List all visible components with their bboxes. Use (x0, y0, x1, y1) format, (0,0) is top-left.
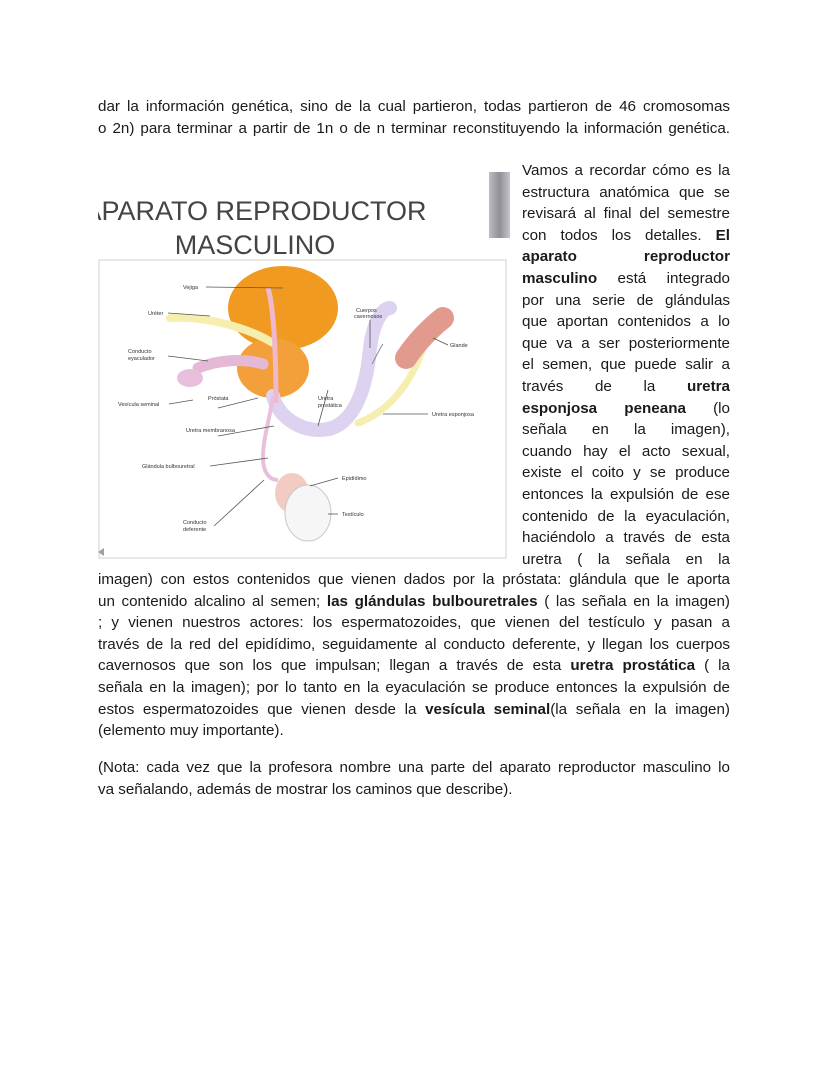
cont-line (98, 655, 730, 677)
note-line: va señalando, además de mostrar los caminos que describe). (98, 780, 513, 798)
side-line: existe el coito y se produce (522, 464, 730, 482)
side-line: revisará al final del semestre (522, 205, 730, 223)
cont-line (98, 699, 730, 721)
side-bold: aparato (522, 248, 577, 266)
label-uretra-prostatica: Uretra (318, 396, 334, 402)
side-text: está integrado (617, 269, 730, 287)
cont-text: (la señala en la imagen) (550, 700, 730, 718)
side-line: haciéndolo a través de esta (522, 529, 730, 547)
continuation-paragraph (98, 569, 730, 742)
cont-text: un contenido alcalino al semen; (98, 592, 321, 610)
side-line (522, 398, 730, 420)
label-glandula-bulbouretral: Glándula bulbouretral (142, 464, 195, 470)
side-line: contenido de la eyaculación, (522, 507, 730, 525)
label-vejiga: Vejiga (183, 285, 198, 291)
label-vesicula-seminal: Vesícula seminal (118, 402, 160, 408)
side-line: que aportan contenidos a lo (522, 313, 730, 331)
anatomy-diagram (98, 168, 508, 560)
side-bold: reproductor (643, 248, 730, 266)
figure-title-line2: MASCULINO (174, 230, 336, 260)
note-paragraph (98, 757, 730, 800)
label-uretra-prostatica-2: prostática (318, 403, 342, 409)
seminal-vesicle-tip (177, 369, 203, 387)
anatomy-figure (98, 168, 508, 560)
cont-bold: uretra prostática (570, 657, 696, 675)
cont-text: ( las señala en la imagen) (544, 592, 730, 610)
cont-text: ( la (704, 657, 730, 675)
side-text: través de la (522, 377, 656, 395)
side-bold: uretra (686, 377, 730, 395)
label-prostata: Próstata (208, 396, 229, 402)
cont-line: señala en la imagen); por lo tanto en la eyaculación se produce entonces la expulsión de (98, 678, 730, 696)
label-conducto-deferente-2: deferente (183, 527, 207, 533)
side-line: estructura anatómica que se (522, 183, 730, 201)
testicle-shape (285, 485, 331, 541)
label-ureter: Uréter (148, 311, 164, 317)
seminal-vesicle-shape (198, 361, 263, 368)
note-line: (Nota: cada vez que la profesora nombre una parte del aparato reproductor masculino lo (98, 759, 730, 776)
cont-line (98, 591, 730, 613)
side-line: el semen, que puede salir a (522, 356, 730, 374)
label-uretra-membranosa: Uretra membranosa (186, 428, 235, 434)
side-line: señala en la imagen), (522, 421, 730, 439)
cont-text: estos espermatozoides que vienen desde la (98, 700, 417, 718)
side-line: uretra ( la señala en la (522, 550, 730, 568)
side-text: con todos los detalles. (522, 226, 702, 244)
side-line (522, 268, 730, 290)
intro-line: dar la información genética, sino de la cual partieron, todas partieron de 46 cromosomas (98, 98, 730, 115)
cont-line: (elemento muy importante). (98, 722, 284, 740)
side-line: Vamos a recordar cómo es la (522, 162, 730, 179)
cont-line: ; y vienen nuestros actores: los espermatozoides, que vienen del testículo y pasan a (98, 614, 730, 632)
label-testiculo: Testículo (342, 512, 364, 518)
side-line: cuando hay el acto sexual, (522, 442, 730, 460)
label-conducto-eyaculador: Conducto (128, 349, 152, 355)
label-epididimo: Epidídimo (342, 476, 367, 482)
side-bold: masculino (522, 269, 598, 287)
intro-paragraph (98, 96, 730, 139)
label-uretra-esponjosa: Uretra esponjosa (432, 412, 474, 418)
label-conducto-eyaculador-2: eyaculador (128, 356, 155, 362)
label-cuerpos-cavernosos-2: cavernosos (354, 314, 383, 320)
bladder-shape (228, 266, 338, 350)
figure-title-line1: APARATO REPRODUCTOR (98, 196, 427, 226)
side-text: (lo (713, 399, 730, 417)
label-glande: Glande (450, 343, 468, 349)
side-line (522, 246, 730, 268)
side-line (522, 225, 730, 247)
cont-bold: las glándulas bulbouretrales (326, 592, 538, 610)
label-conducto-deferente: Conducto (183, 520, 207, 526)
side-line: por una serie de glándulas (522, 291, 730, 309)
side-line (522, 376, 730, 398)
cont-line: través de la red del epidídimo, seguidamente al conducto deferente, y llegan los cuerpos (98, 635, 730, 653)
side-bold: El (715, 226, 730, 244)
side-paragraph (522, 160, 730, 570)
cont-text: cavernosos que son los que impulsan; llegan a través de esta (98, 657, 562, 675)
label-cuerpos-cavernosos: Cuerpos (356, 308, 377, 314)
intro-line: o 2n) para terminar a partir de 1n o de n terminar reconstituyendo la información genética. (98, 119, 730, 137)
cont-line: imagen) con estos contenidos que vienen dados por la próstata: glándula que le aporta (98, 571, 730, 588)
side-bold: esponjosa peneana (522, 399, 686, 417)
cont-bold: vesícula seminal (425, 700, 551, 718)
side-line: entonces la expulsión de ese (522, 485, 730, 503)
side-line: que va a ser posteriormente (522, 334, 730, 352)
